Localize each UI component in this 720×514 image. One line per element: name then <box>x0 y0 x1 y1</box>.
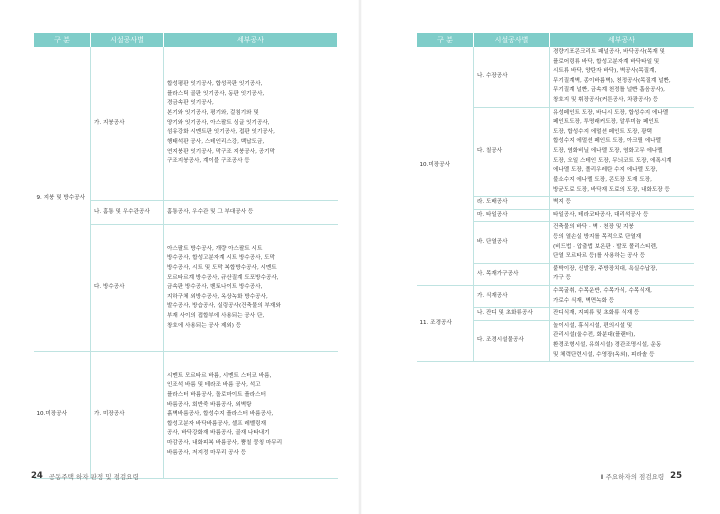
page-footer <box>600 471 682 481</box>
header-detail: 세부공사 <box>164 33 338 47</box>
detail-cell: 벽지 등 <box>550 197 694 210</box>
header-category: 구 분 <box>417 33 474 47</box>
detail-cell: 건축물의 바닥 · 벽 · 천장 및 지붕 등의 열손실 방지를 목적으로 단열재 (비드법 · 압출법 보온판 · 발포 폴리스티렌, 단열 모르타르 등)를 사용하는 공사 등 <box>550 222 694 263</box>
detail-cell: 타일공사, 테라코타공사, 대리석공사 등 <box>550 209 694 222</box>
header-facility: 시설공사별 <box>474 33 550 47</box>
running-title: 공동주택 하자 판정 및 점검요령 <box>48 472 139 481</box>
header-facility: 시설공사별 <box>91 33 164 47</box>
subcategory-cell: 나. 잔디 및 초화류공사 <box>474 308 550 321</box>
page-footer <box>31 471 139 481</box>
left-classification-table <box>33 33 338 479</box>
detail-cell: 경량기포콘크리트 패널공사, 바닥공사(목재 및 플로어링류 바닥, 합성고분자계 바닥타일 및 시트류 바닥, 양탄자 바닥), 벽공사(목질계, 무기질계벽, 종이바름벽), 천정공사(목질계 널빤, 무기질계 널빤, 금속계 천정틀 널빤 흡음공사), 창호지 및 휘장공사(커튼공사, 차광공사) 등 <box>550 47 694 108</box>
detail-cell: 붙박이장, 신발장, 주방장치대, 욕실수납장, 가구 등 <box>550 263 694 285</box>
right-classification-table <box>416 33 694 362</box>
subcategory-cell: 라. 도배공사 <box>474 197 550 210</box>
category-cell: 10.미장공사 <box>417 47 474 286</box>
subcategory-cell: 가. 지붕공사 <box>91 47 164 201</box>
subcategory-cell: 다. 칠공사 <box>474 107 550 196</box>
subcategory-cell: 가. 식재공사 <box>474 286 550 308</box>
detail-cell: 아스팔트 방수공사, 개량 아스팔트 시트 방수공사, 합성고분자계 시트 방수공사, 도막 방수공사, 시트 및 도막 복합방수공사, 시멘트 모르타르계 방수공사, 규산질계 도포방수공사, 금속판 방수공사, 벤토나이트 방수공사, 지하구체 외방수공사, 옥상녹화 방수공사, 발수공사, 방습공사, 실링공사(건축물의 부재와 부재 사이의 접합부에 사용되는 공사 단, 창호에 사용되는 공사 제외) 등 <box>164 225 338 352</box>
detail-cell: 잔디식재, 지피류 및 초화류 식재 등 <box>550 308 694 321</box>
detail-cell: 합성평판 잇기공사, 합성곡판 잇기공사, 플라스틱 골판 잇기공사, 동판 잇기공사, 경금속판 잇기공사, 본기와 잇기공사, 평기와, 걸침기와 및 양기와 잇기공사, 아스팔트 싱글 잇기공사, 섬유강화 시멘트판 잇기공사, 접판 잇기공사, 행태석판 공사, 스테인리스강, 백납도금, 연지붕판 잇기공사, 막구조 지붕공사, 공기막 구조지붕공사, 계이블 구조공사 등 <box>164 47 338 201</box>
table-row <box>34 352 338 479</box>
subcategory-cell: 바. 단열공사 <box>474 222 550 263</box>
category-cell: 9. 지붕 및 방수공사 <box>34 47 91 352</box>
subcategory-cell: 나. 수장공사 <box>474 47 550 108</box>
detail-cell: 유성페인트 도장, 바니시 도장, 합성수지 에나멜 페인트도장, 투명래커도장, 알루미늄 페인트 도장, 합성수지 에멀션 페인트 도장, 광택 합성수지 에멀션 페인트 도장, 아크릴 에나멜 도장, 염화비닐 에나멜 도장, 염화고무 에나멜 도장, 오일 스테인 도장, 무늬코트 도장, 에폭시계 에나멜 도장, 폴리우레탄 수지 에나멜 도장, 불소수지 에나멜 도장, 콘도장 도재 도장, 방균도료 도장, 바닥재 도료의 도장, 내화도장 등 <box>550 107 694 196</box>
table-row <box>417 47 694 108</box>
right-page <box>360 0 720 514</box>
header-detail: 세부공사 <box>550 33 694 47</box>
subcategory-cell: 마. 타일공사 <box>474 209 550 222</box>
page-number: 25 <box>670 471 682 481</box>
detail-cell: 놀이시설, 휴식시설, 편의시설 및 관리시설(울수전, 화분대(플랜터), 환경조형시설, 유희시설) 경관조명시설, 운동 및 체력단련시설, 수영장(옥외), 피라솔 등 <box>550 320 694 361</box>
detail-cell: 홈통공사, 우수관 및 그 부대공사 등 <box>164 201 338 225</box>
table-row <box>34 47 338 201</box>
running-title: Ⅱ 주요하자의 점검요령 <box>600 472 665 481</box>
header-category: 구 분 <box>34 33 91 47</box>
detail-cell: 수목굴취, 수목운반, 수목가식, 수목식재, 가로수 식재, 벽면녹화 등 <box>550 286 694 308</box>
subcategory-cell: 나. 홈통 및 우수관공사 <box>91 201 164 225</box>
table-row <box>417 286 694 308</box>
detail-cell: 시멘트 모르타르 바름, 시멘트 스터코 바름, 인조석 바름 및 테라조 바름 공사, 석고 플라스터 바름공사, 돌로마이트 플라스터 바름공사, 회반죽 바름공사, 외벽탕 흙벽바름공사, 합성수지 플라스터 바름공사, 합성고분자 바닥바름공사, 셀프 레벨링재 공사, 바닥강화재 바름공사, 골재 나타내기 마감공사, 내화피복 바름공사, 뿜칠 뭉칭 마무리 바름공사, 저지정 마무리 공사 등 <box>164 352 338 479</box>
subcategory-cell: 사. 목재가구공사 <box>474 263 550 285</box>
subcategory-cell: 가. 미장공사 <box>91 352 164 479</box>
subcategory-cell: 다. 조경시설물공사 <box>474 320 550 361</box>
subcategory-cell: 다. 방수공사 <box>91 225 164 352</box>
category-cell: 10.미장공사 <box>34 352 91 479</box>
category-cell: 11. 조경공사 <box>417 286 474 362</box>
page-number: 24 <box>31 471 43 481</box>
